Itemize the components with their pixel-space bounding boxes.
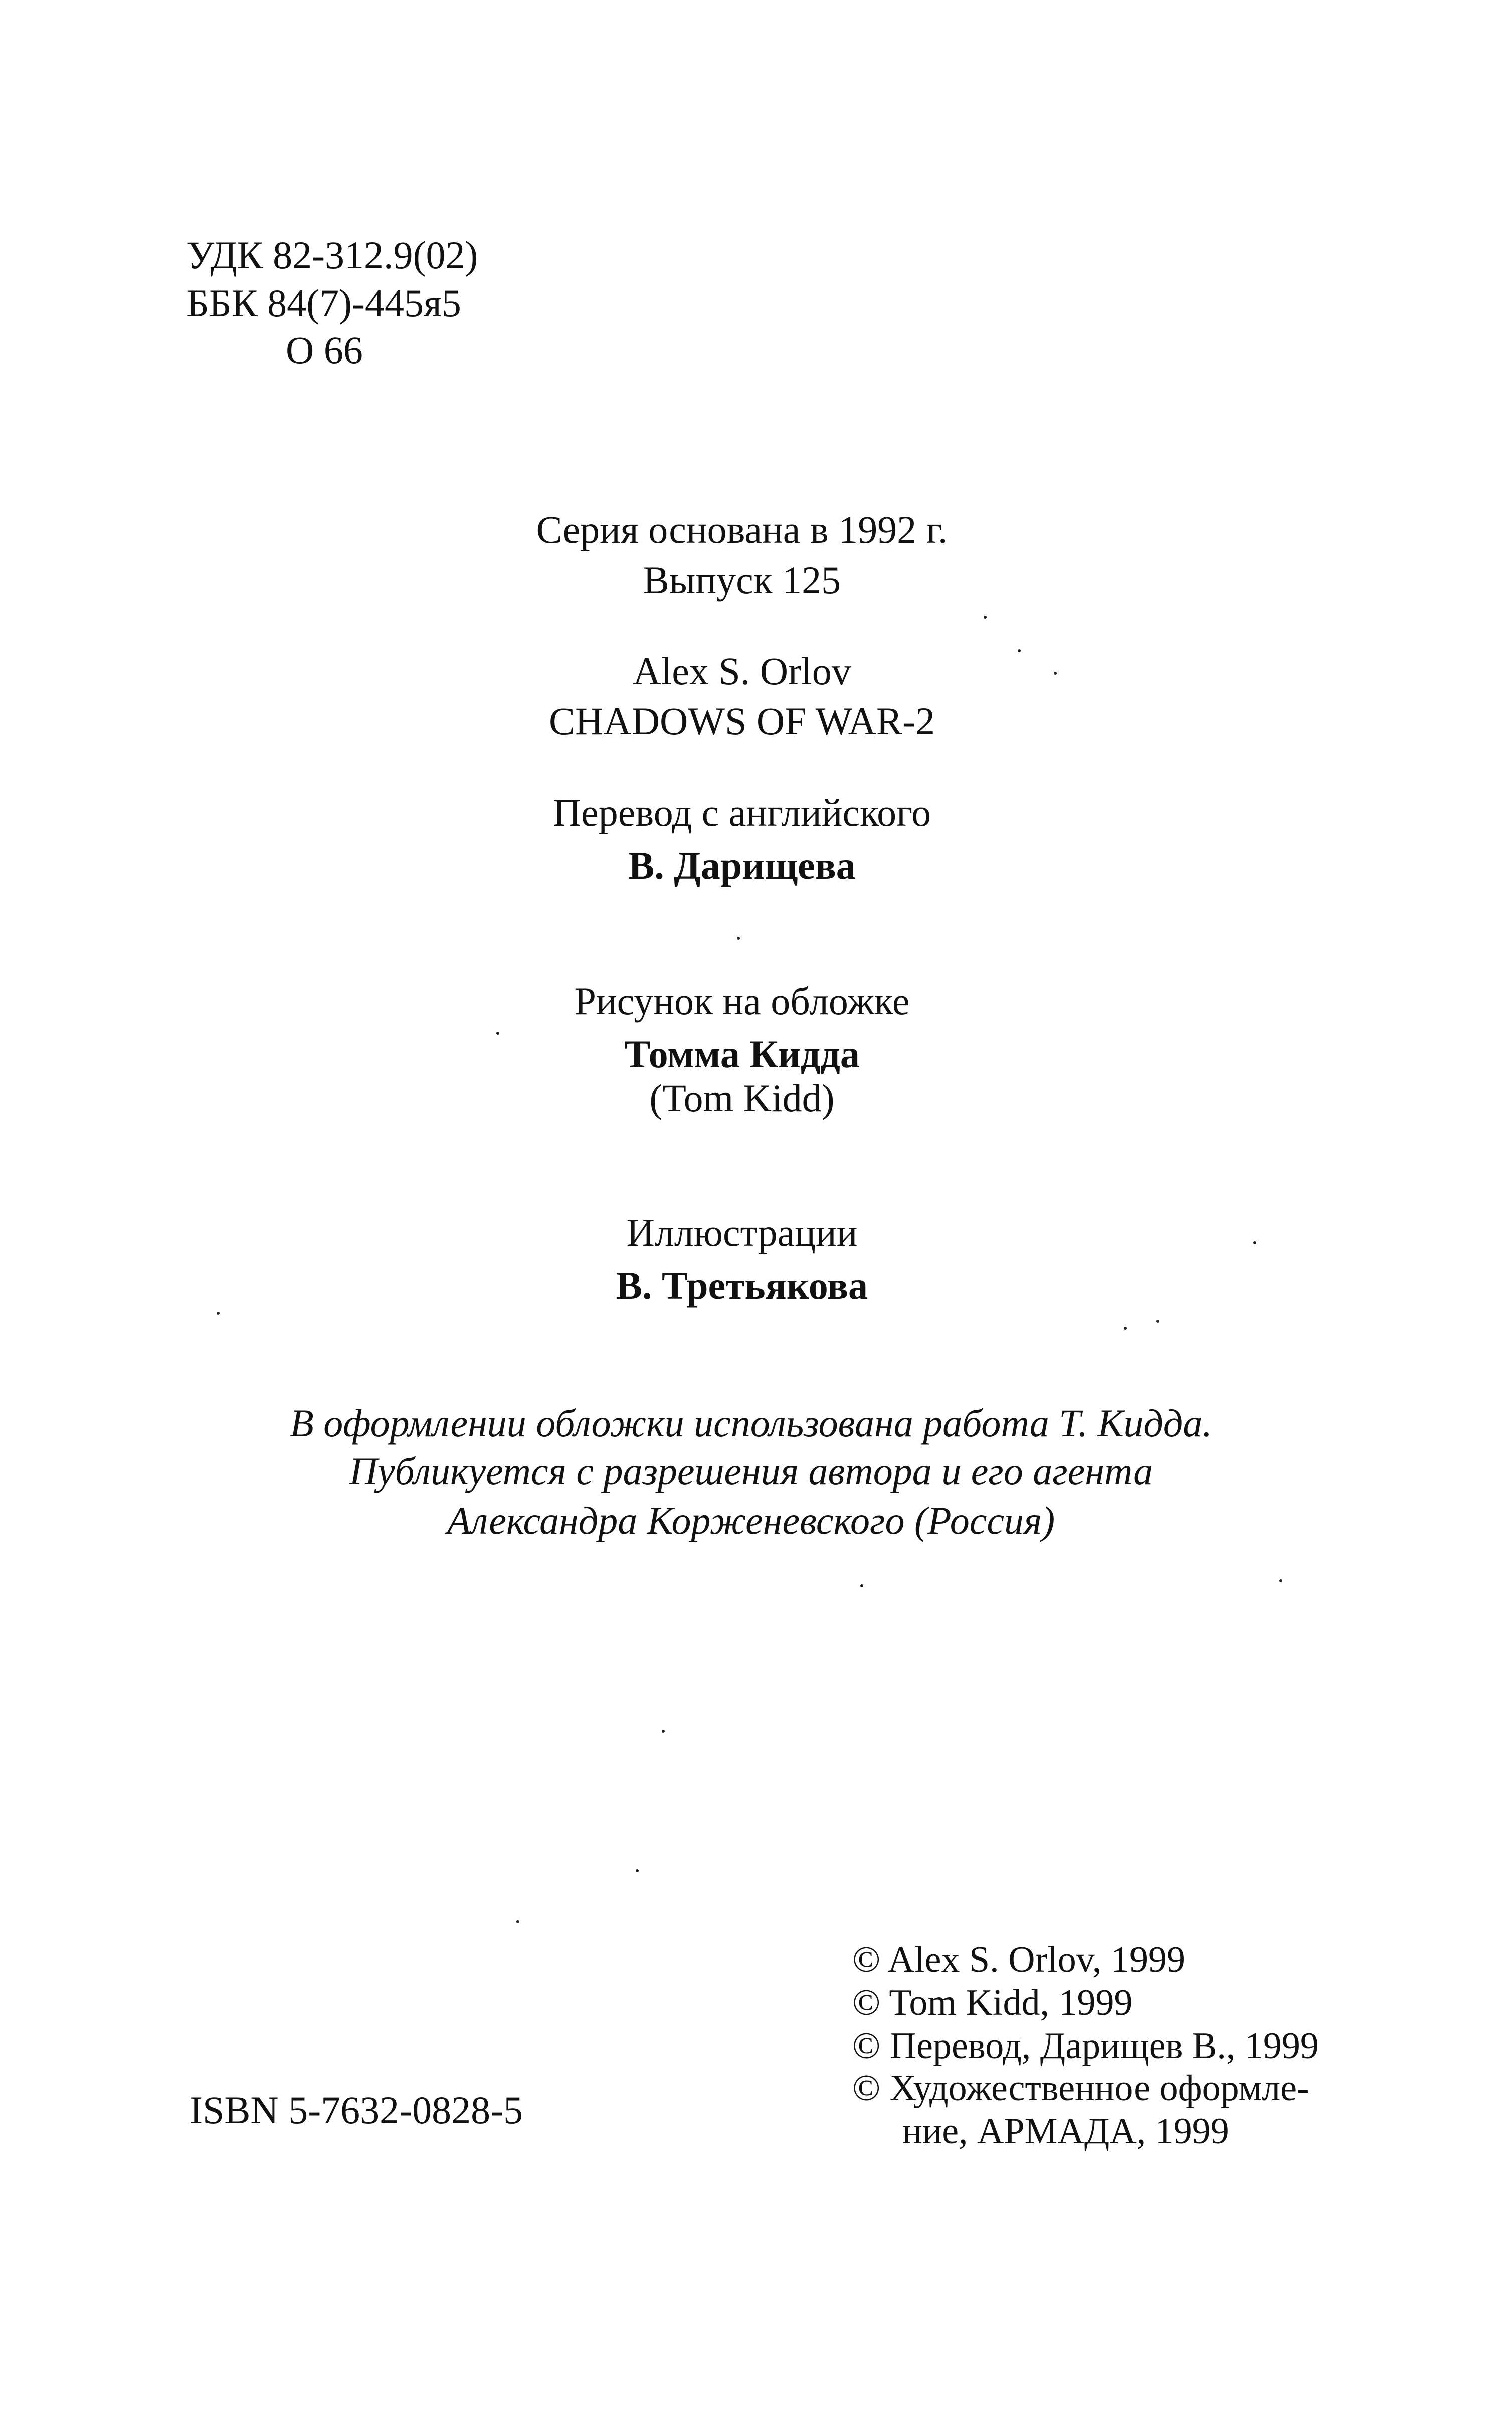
notice-line-1: В оформлении обложки использована работа Т. Кидда. [290, 1401, 1212, 1445]
bbk-code: ББК 84(7)-445я5 [186, 281, 461, 325]
scan-speck [636, 1869, 639, 1872]
scan-speck [984, 616, 987, 619]
notice-line-3: Александра Корженевского (Россия) [447, 1499, 1055, 1542]
notice-line-2: Публикуется с разрешения автора и его агента [349, 1449, 1153, 1493]
series-issue: Выпуск 125 [643, 558, 841, 602]
author-mark: О 66 [286, 328, 363, 372]
original-author: Alex S. Orlov [633, 649, 851, 693]
series-founded: Серия основана в 1992 г. [536, 508, 948, 551]
cover-artist-original: (Tom Kidd) [649, 1076, 835, 1120]
scan-speck [1018, 649, 1021, 652]
scan-speck [217, 1312, 220, 1315]
translator-name: В. Дарищева [628, 844, 856, 887]
translation-label: Перевод с английского [552, 791, 931, 834]
scan-speck [737, 937, 740, 940]
scan-speck [516, 1920, 519, 1923]
scan-speck [1253, 1241, 1256, 1244]
scan-speck [662, 1730, 665, 1733]
cover-art-label: Рисунок на обложке [574, 979, 910, 1023]
original-title: CHADOWS OF WAR-2 [549, 699, 935, 743]
udk-code: УДК 82-312.9(02) [186, 233, 478, 277]
cover-artist-name: Томма Кидда [624, 1032, 860, 1076]
scan-speck [1124, 1327, 1127, 1330]
scan-speck [1054, 672, 1057, 675]
illustrations-label: Иллюстрации [626, 1211, 858, 1254]
isbn-number: ISBN 5-7632-0828-5 [190, 2088, 523, 2132]
scan-speck [1156, 1320, 1159, 1323]
scan-speck [1279, 1579, 1282, 1582]
scan-speck [860, 1584, 863, 1587]
copyright-line-2: © Tom Kidd, 1999 [852, 1982, 1133, 2023]
copyright-line-3: © Перевод, Дарищев В., 1999 [852, 2025, 1319, 2067]
scan-speck [496, 1032, 499, 1035]
copyright-line-4: © Художественное оформле- [852, 2068, 1309, 2109]
copyright-line-1: © Alex S. Orlov, 1999 [852, 1939, 1185, 1980]
copyright-line-5: ние, АРМАДА, 1999 [902, 2111, 1229, 2152]
illustrator-name: В. Третьякова [616, 1264, 868, 1308]
